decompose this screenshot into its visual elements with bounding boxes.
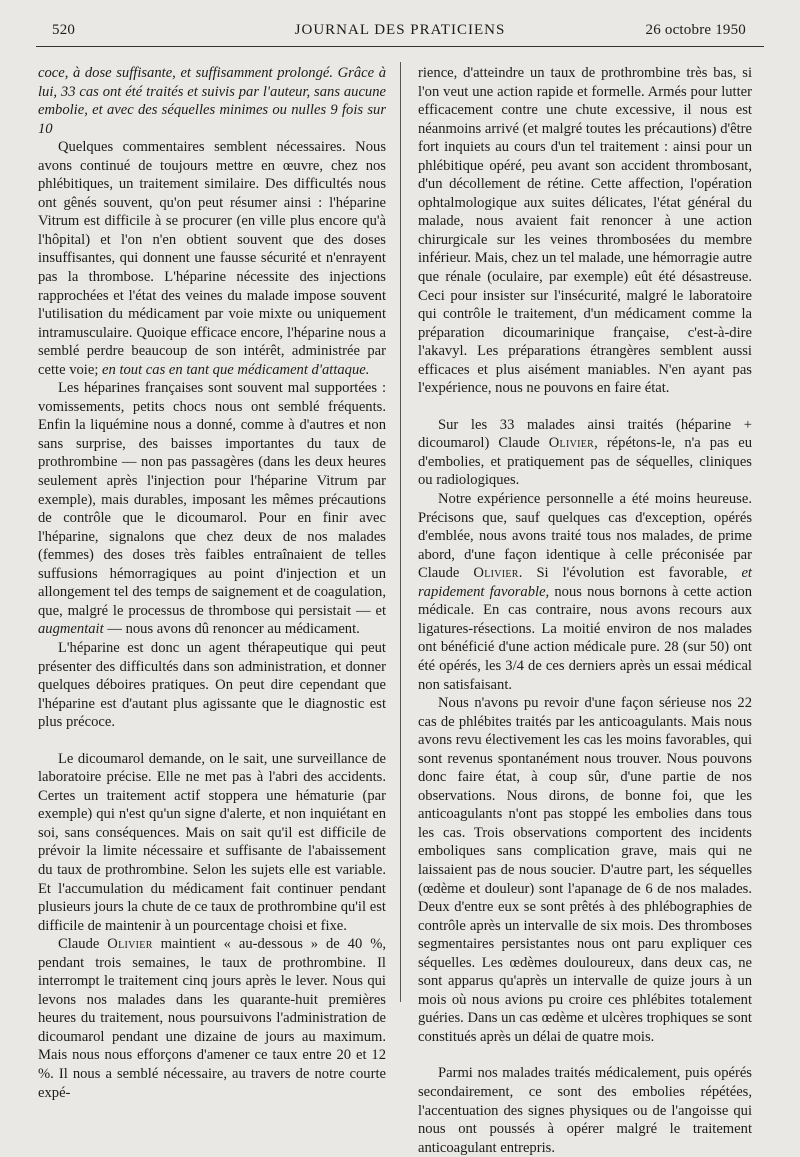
paragraph-8-text-a: Sur les 33 malades ainsi traités (héparine + dicoumarol) Claude: [418, 416, 752, 452]
column-divider: [400, 62, 401, 1002]
left-column: [38, 64, 386, 1102]
author-name: Olivier: [548, 435, 595, 452]
paragraph-11: Parmi nos malades traités médicalement, puis opérés secondairement, ce sont des embolies répétées, l'accentuation des signes physiques ou de l'angoisse qui nous ont poussés à opérer malgré le traitement anticoagulant entrepris.: [418, 1065, 752, 1156]
paragraph-10: Nous n'avons pu revoir d'une façon sérieuse nos 22 cas de phlébites traités par les anticoagulants. Mais nous avons revu électivement les cas les moins favorables, qui sont revenus spontanément nous trouver. Nous pouvons donc faire état, à coup sûr, d'une partie de nos observations. Nous dirons, de bonne foi, que les anticoagulants n'ont pas stoppé les embolies dans tous les cas. Trois observations comportent des incidents emboliques sans complication grave, mais qui ne laissaient pas de nous soucier. D'autre part, les séquelles (œdème et douleur) sont l'apanage de 6 de nos malades. Deux d'entre eux se sont prêtés à des phlébographies de contrôle après un intervalle de six mois. Des thromboses segmentaires persistantes nous ont paru expliquer ces séquelles. Les œdèmes douloureux, dans deux cas, ne sont apparus qu'après un intervalle de quize jours à un mois où nous avions pu croire ces phlébites totalement guéries. Dans un cas œdème et ulcères trophiques se sont constitués après un délai de quatre mois.: [418, 695, 752, 1045]
paragraph-3-text-a: Les héparines françaises sont souvent mal supportées : vomissements, petits chocs nous ont semblé fréquents. Enfin la liquémine nous a donné, comme à d'autres et non sans surprise, des baisses importantes du taux de prothrombine — non pas passagères (dans les deux heures seulement après l'injection pour l'héparine Vitrum par exemple), mais durables, imposant les mêmes précautions de contrôle que le dicoumarol. Pour en finir avec l'héparine, signalons que chez deux de nos malades (femmes) des doses très faibles entraînaient de telles suffusions hémorragiques au point d'injection et un allongement tel des temps de saignement et de coagulation, que, malgré le processus de thrombose qui persistait — et: [38, 380, 386, 619]
paragraph-9-italic: et rapidement favorable,: [418, 565, 752, 600]
journal-title: JOURNAL DES PRATICIENS: [294, 22, 506, 38]
header-rule: [36, 46, 764, 47]
page-header: [36, 22, 764, 46]
paragraph-3: [38, 379, 386, 639]
issue-date: 26 octobre 1950: [645, 22, 746, 38]
paragraph-9-text-b: . Si l'évolution est favorable,: [518, 565, 728, 582]
paragraph-2-text: Quelques commentaires semblent nécessaires. Nous avons continué de toujours mettre en œuvre, chez nos phlébitiques, un traitement similaire. Des difficultés nous ont gênés souvent, qu'on peut résumer ainsi : l'héparine Vitrum est difficile à se procurer (en ville plus encore qu'à l'hôpital) et l'on n'en obtient souvent que des doses insuffisantes, qui donnent une fausse sécurité et n'enrayent pas la thrombose. L'héparine nécessite des injections rapprochées et l'état des veines du malade impose souvent l'utilisation du médicament par voie mixte ou uniquement intramusculaire. Quoique efficace encore, l'héparine nous a semblé perdre beaucoup de son intérêt, administrée par cette voie;: [38, 139, 386, 378]
paragraph-7: rience, d'atteindre un taux de prothrombine très bas, si l'on veut une action rapide et formelle. Armés pour lutter efficacement contre une chute excessive, il nous est néanmoins arrivé (et malgré toutes les précautions) d'être fort inquiets au cours d'un tel traitement : ainsi pour un phlébitique opéré, peu avant son accident thrombosant, d'un décollement de rétine. Cette affection, l'opération ophtalmologique aux suites délicates, l'état général du malade, nous avaient fait renoncer à une action chirurgicale sur les veines thrombosées du membre inférieur. Mais, chez un tel malade, une hémorragie autre que rénale (oculaire, par exemple) eût été désastreuse. Ceci pour insister sur l'insécurité, malgré le laboratoire qui contrôle le traitement, d'un médicament comme la préparation dicoumarinique française, c'est-à-dire l'akavyl. Les préparations étrangères semblent aussi efficaces et plus aisément maniables. N'en ayant pas l'expérience, nous ne pouvons en faire état.: [418, 65, 752, 397]
paragraph-3-text-b: — nous avons dû renoncer au médicament.: [107, 621, 360, 638]
paragraph-5: Le dicoumarol demande, on le sait, une surveillance de laboratoire précise. Elle ne met pas à l'abri des accidents. Certes un traitement actif stoppera une hématurie (par exemple) qui n'est qu'un signe d'alerte, et non inquiétant en soi, sans conséquences. Mais on sait qu'il est difficile de prévoir la limite nécessaire et suffisante de l'abaissement du taux de prothrombine. Selon les sujets elle est variable. Et l'accumulation du médicament fait continuer pendant plusieurs jours la chute de ce taux de prothrombine qu'il est difficile de maintenir à un pourcentage choisi et fixe.: [38, 750, 386, 934]
paragraph-8-text-b: , répétons-le, n'a pas eu d'embolies, et pratiquement pas de séquelles, cliniques ou radiologiques.: [418, 435, 752, 489]
paragraph-2-italic: en tout cas en tant que médicament d'attaque.: [102, 361, 370, 378]
paragraph-3-italic: augmentait: [38, 621, 104, 638]
author-name: Olivier: [473, 565, 519, 582]
right-column: [418, 64, 752, 1157]
paragraph-9-text-a: Notre expérience personnelle a été moins heureuse. Précisons que, sauf quelques cas d'exception, opérés d'emblée, nous avons traité tous nos malades, de prime abord, d'une façon identique à celle préconisée par Claude: [418, 491, 752, 582]
paragraph-4: L'héparine est donc un agent thérapeutique qui peut présenter des difficultés dans son administration, et donner quelques déboires pratiques. On peut dire cependant que l'héparine est d'autant plus agissante que le diagnostic est plus précoce.: [38, 639, 386, 731]
paragraph-9: [418, 490, 752, 694]
paragraph-6-text-a: Claude: [58, 936, 100, 953]
paragraph-2: [38, 138, 386, 379]
page-number: 520: [52, 22, 76, 38]
paragraph-6: [38, 935, 386, 1102]
author-name: Olivier: [107, 936, 153, 953]
paragraph-8: [418, 416, 752, 490]
paragraph-6-text-b: maintient « au-dessous » de 40 %, pendant trois semaines, le taux de prothrombine. Il interrompt le traitement cinq jours après le lever. Nous qui levons nos malades dans les quarante-huit premières heures du traitement, nous poursuivons l'administration de dicoumarol pendant une dizaine de jours au maximum. Mais nous nous efforçons d'amener ce taux entre 20 et 12 %. Il nous a semblé nécessaire, au travers de notre courte expé-: [38, 936, 386, 1101]
paragraph-1: coce, à dose suffisante, et suffisamment prolongé. Grâce à lui, 33 cas ont été traités et suivis par l'auteur, sans aucune embolie, et avec des séquelles minimes ou nulles 9 fois sur 10: [38, 65, 386, 137]
paragraph-9-text-c: nous nous bornons à cette action médicale. En cas contraire, nous avons recours aux ligatures-résections. La moitié environ de nos malades ont bénéficié d'une action médicale pure. 28 (sur 50) ont été opérés, les 3/4 de ces derniers après un essai médical non satisfaisant.: [418, 583, 752, 693]
